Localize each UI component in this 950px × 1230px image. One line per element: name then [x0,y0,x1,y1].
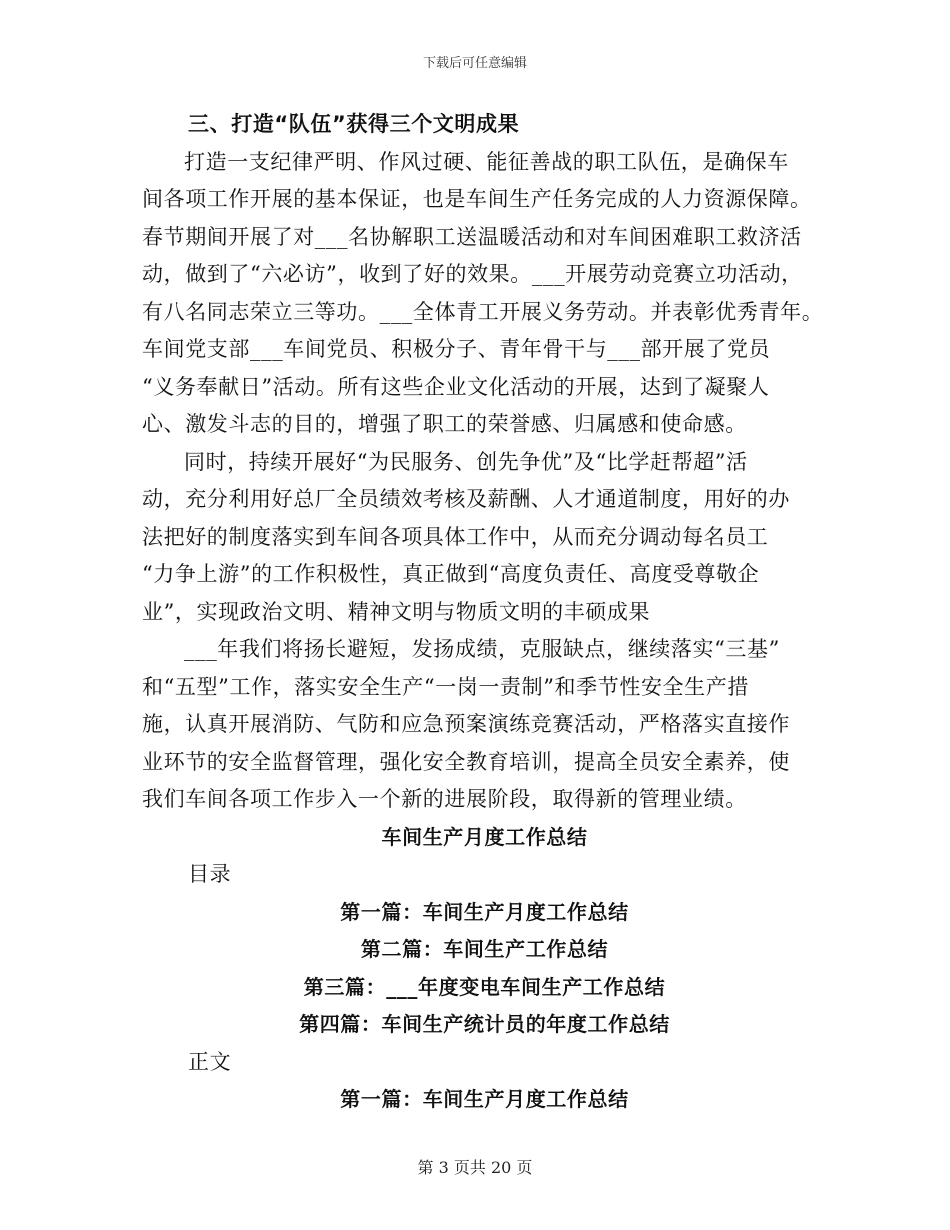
paragraph-line: 车间党支部___车间党员、积极分子、青年骨干与___部开展了党员 [142,337,771,361]
paragraph-line: 我们车间各项工作步入一个新的进展阶段，取得新的管理业绩。 [142,787,747,811]
paragraph-line: 有八名同志荣立三等功。___全体青工开展义务劳动。并表彰优秀青年。 [142,299,824,324]
document-title: 车间生产月度工作总结 [381,824,588,849]
section-title: 三、打造“队伍”获得三个文明成果 [188,112,520,136]
document-content [142,106,827,1119]
paragraph-3 [142,631,827,819]
page-header: 下载后可任意编辑 [422,56,527,71]
page-footer: 第 3 页共 20 页 [417,1158,533,1177]
paragraph-line: 同时，持续开展好“为民服务、创先争优”及“比学赶帮超”活 [184,449,748,474]
paragraph-line: “力争上游”的工作积极性，真正做到“高度负责任、高度受尊敬企 [142,562,760,586]
paragraph-2 [142,444,827,632]
paragraph-line: 动，充分利用好总厂全员绩效考核及薪酬、人才通道制度，用好的办 [142,487,790,511]
toc-item: 第三篇：___年度变电车间生产工作总结 [303,974,666,999]
toc-item: 第二篇：车间生产工作总结 [360,937,609,961]
paragraph-line: 法把好的制度落实到车间各项具体工作中，从而充分调动每名员工 [142,524,769,549]
paragraph-line: 打造一支纪律严明、作风过硬、能征善战的职工队伍，是确保车 [184,149,789,174]
toc-label: 目录 [188,862,232,886]
table-of-contents [142,894,827,1044]
paragraph-line: 动，做到了“六必访”，收到了好的效果。___开展劳动竞赛立功活动， [142,262,803,286]
paragraph-line: 和“五型”工作，落实安全生产“一岗一责制”和季节性安全生产措 [142,674,749,699]
body-heading: 第一篇：车间生产月度工作总结 [340,1087,629,1111]
toc-item: 第四篇：车间生产统计员的年度工作总结 [299,1012,670,1036]
paragraph-line: “义务奉献日”活动。所有这些企业文化活动的开展，达到了凝聚人 [142,374,770,399]
paragraph-line: 业环节的安全监督管理，强化安全教育培训，提高全员安全素养，使 [142,749,790,774]
body-label: 正文 [188,1049,232,1074]
paragraph-line: 业”，实现政治文明、精神文明与物质文明的丰硕成果 [142,599,651,624]
paragraph-1 [142,144,827,444]
toc-item: 第一篇：车间生产月度工作总结 [340,899,629,924]
paragraph-line: 间各项工作开展的基本保证，也是车间生产任务完成的人力资源保障。 [142,187,812,211]
paragraph-line: 心、激发斗志的目的，增强了职工的荣誉感、归属感和使命感。 [142,412,747,436]
paragraph-line: ___年我们将扬长避短，发扬成绩，克服缺点，继续落实“三基” [184,637,780,661]
paragraph-line: 施，认真开展消防、气防和应急预案演练竞赛活动，严格落实直接作 [142,712,790,736]
paragraph-line: 春节期间开展了对___名协解职工送温暖活动和对车间困难职工救济活 [142,224,802,249]
